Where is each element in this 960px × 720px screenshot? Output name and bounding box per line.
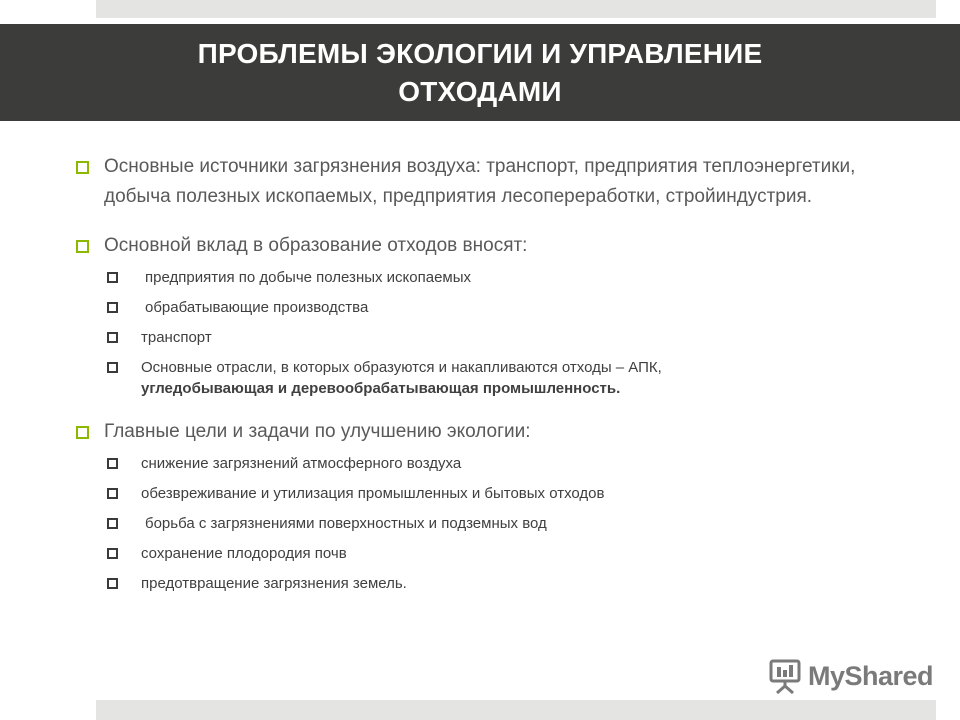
section-text: Основные источники загрязнения воздуха: транспорт, предприятия теплоэнергетики, добыча полезных ископаемых, предприятия лесопереработки, стройиндустрия. — [104, 156, 856, 207]
waste-sources-list — [106, 267, 856, 399]
list-item: борьба с загрязнениями поверхностных и подземных вод — [106, 513, 856, 534]
green-square-bullet-icon — [76, 161, 89, 174]
list-item: предприятия по добыче полезных ископаемых — [106, 267, 856, 288]
section-air-pollution — [76, 152, 856, 212]
ecology-goals-list — [106, 453, 856, 594]
square-bullet-icon — [107, 362, 118, 373]
bottom-decor-strip — [96, 700, 936, 720]
presentation-board-icon — [768, 658, 802, 694]
square-bullet-icon — [107, 272, 118, 283]
list-item: транспорт — [106, 327, 856, 348]
square-bullet-icon — [107, 332, 118, 343]
list-item: сохранение плодородия почв — [106, 543, 856, 564]
list-item: предотвращение загрязнения земель. — [106, 573, 856, 594]
myshared-watermark — [768, 656, 933, 696]
title-bar — [0, 24, 960, 121]
square-bullet-icon — [107, 548, 118, 559]
watermark-text: MyShared — [808, 660, 934, 691]
section-text: Главные цели и задачи по улучшению экологии: — [104, 421, 531, 442]
list-item: обезвреживание и утилизация промышленных и бытовых отходов — [106, 483, 856, 504]
list-item: снижение загрязнений атмосферного воздуха — [106, 453, 856, 474]
slide-content — [76, 152, 856, 603]
slide-title: ПРОБЛЕМЫ ЭКОЛОГИИ И УПРАВЛЕНИЕ ОТХОДАМИ — [197, 37, 763, 107]
list-item-industries: Основные отрасли, в которых образуются и накапливаются отходы – АПК, угледобывающая и деревообрабатывающая промышленность. — [106, 357, 856, 399]
square-bullet-icon — [107, 302, 118, 313]
green-square-bullet-icon — [76, 240, 89, 253]
square-bullet-icon — [107, 578, 118, 589]
square-bullet-icon — [107, 458, 118, 469]
section-waste-sources — [76, 231, 856, 261]
square-bullet-icon — [107, 488, 118, 499]
top-decor-strip — [96, 0, 936, 18]
list-item: обрабатывающие производства — [106, 297, 856, 318]
section-text: Основной вклад в образование отходов вносят: — [104, 235, 528, 256]
section-ecology-goals — [76, 417, 856, 447]
square-bullet-icon — [107, 518, 118, 529]
industries-bold-text: угледобывающая и деревообрабатывающая промышленность. — [141, 380, 621, 397]
green-square-bullet-icon — [76, 426, 89, 439]
